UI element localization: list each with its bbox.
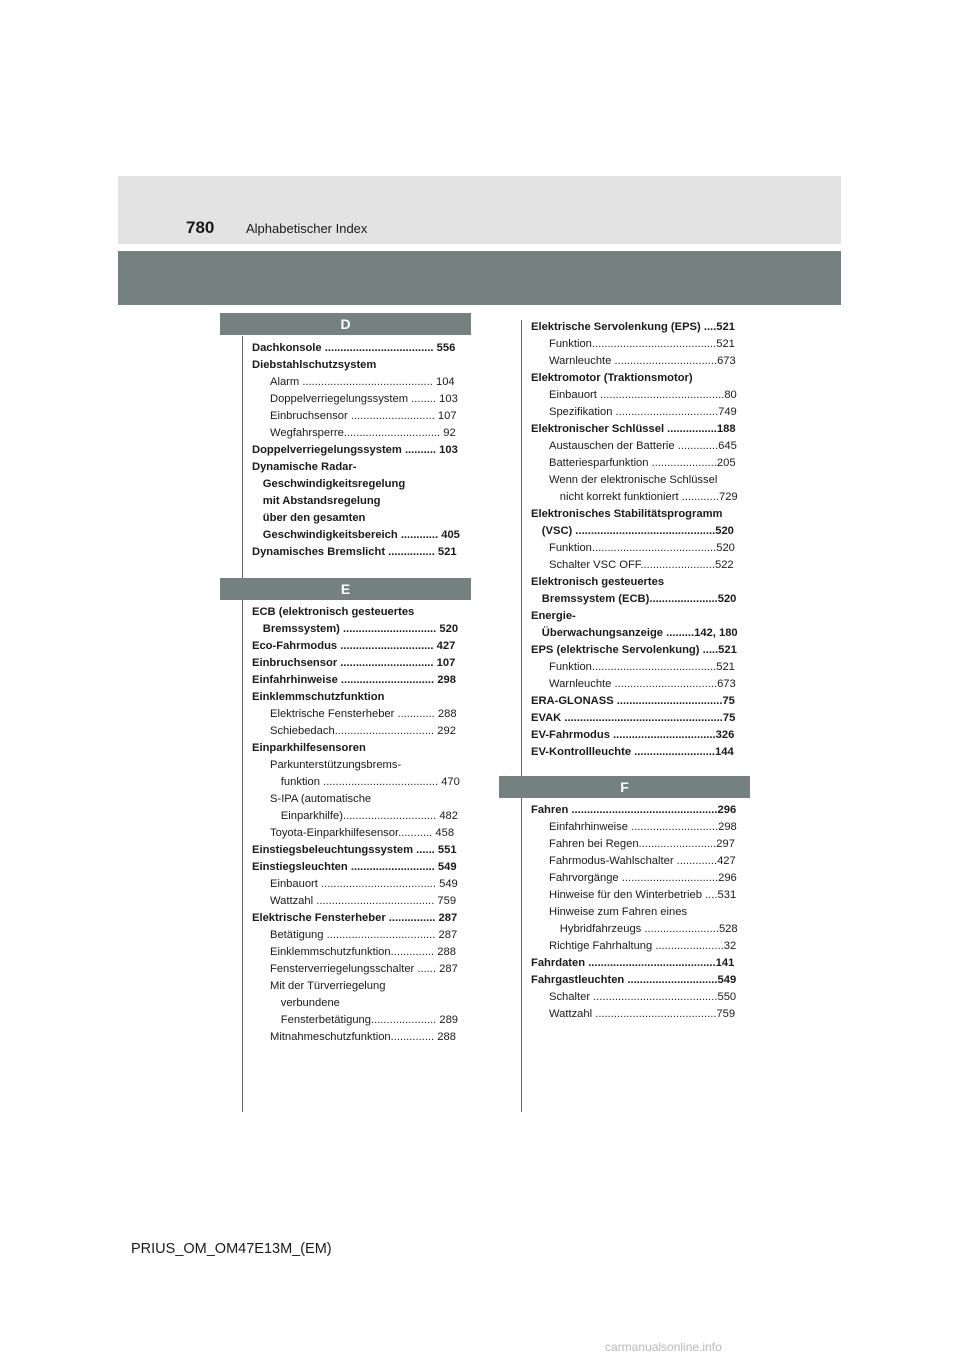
index-entry: Einparkhilfesensoren [252, 742, 366, 754]
index-entry: Wattzahl .......................................759 [549, 1008, 736, 1020]
section-header-d: D [220, 313, 471, 335]
section-header-f: F [499, 776, 750, 798]
index-entry: Dynamische Radar- [252, 461, 357, 473]
page-number: 780 [186, 218, 215, 237]
index-entry: Hybridfahrzeugs ........................528 [559, 923, 738, 935]
index-entry: Schiebedach................................ 292 [270, 725, 456, 737]
index-entry: (VSC) .............................................520 [541, 525, 734, 537]
index-entry: funktion ..................................... 470 [280, 776, 460, 788]
index-entry: Alarm .......................................... 104 [270, 376, 455, 388]
index-entry: Elektronischer Schlüssel ................188 [531, 423, 736, 435]
index-entry: mit Abstandsregelung [262, 495, 381, 507]
index-entry: über den gesamten [262, 512, 366, 524]
index-entry: Funktion........................................521 [549, 661, 735, 673]
index-entry: Fahren ...............................................296 [531, 804, 737, 816]
left-column-rule [242, 336, 243, 1112]
index-entry: Bremssystem) .............................. 520 [262, 623, 459, 635]
index-entry: EVAK ...................................................75 [531, 712, 736, 724]
index-entry: Mit der Türverriegelung [270, 980, 386, 992]
index-entry: Wattzahl ...................................... 759 [270, 895, 457, 907]
header-band [118, 176, 841, 244]
section-banner [118, 251, 841, 305]
index-entry: Einfahrhinweise ............................298 [549, 821, 737, 833]
index-entry: Schalter ........................................550 [549, 991, 737, 1003]
index-entry: Einbauort ..................................... 549 [270, 878, 458, 890]
index-entry: Fahrgastleuchten .............................549 [531, 974, 737, 986]
index-entry: Warnleuchte .................................673 [549, 678, 736, 690]
index-entry: Batteriesparfunktion .....................205 [549, 457, 736, 469]
index-entry: Dynamisches Bremslicht ............... 521 [252, 546, 457, 558]
index-entry: EV-Fahrmodus .................................326 [531, 729, 735, 741]
index-entry: Elektronisches Stabilitätsprogramm [531, 508, 723, 520]
index-entry: Elektrische Fensterheber ............... 287 [252, 912, 458, 924]
index-entry: Doppelverriegelungssystem ........ 103 [270, 393, 458, 405]
index-entry: Warnleuchte .................................673 [549, 355, 736, 367]
index-entry: Einklemmschutzfunktion.............. 288 [270, 946, 456, 958]
index-entry: Einbruchsensor .............................. 107 [252, 657, 456, 669]
index-entry: Einparkhilfe).............................. 482 [280, 810, 458, 822]
index-entry: Energie- [531, 610, 576, 622]
index-entry: Einbauort ........................................80 [549, 389, 737, 401]
index-entry: Schalter VSC OFF........................522 [549, 559, 734, 571]
index-entry: Fahrvorgänge ...............................296 [549, 872, 737, 884]
index-entry: Hinweise für den Winterbetrieb ....531 [549, 889, 737, 901]
index-entry: Überwachungsanzeige .........142, 180 [541, 627, 738, 639]
index-entry: Einstiegsbeleuchtungssystem ...... 551 [252, 844, 457, 856]
index-entry: Richtige Fahrhaltung ......................32 [549, 940, 737, 952]
index-entry: Geschwindigkeitsbereich ............ 405 [262, 529, 460, 541]
index-entry: Elektronisch gesteuertes [531, 576, 665, 588]
index-entry: EV-Kontrollleuchte ..........................144 [531, 746, 734, 758]
index-entry: ECB (elektronisch gesteuertes [252, 606, 415, 618]
index-entry: Fahrmodus-Wahlschalter .............427 [549, 855, 736, 867]
index-entry: Wenn der elektronische Schlüssel [549, 474, 718, 486]
index-entry: Parkunterstützungsbrems- [270, 759, 402, 771]
index-entry: Funktion........................................521 [549, 338, 735, 350]
index-entry: Einstiegsleuchten ........................... 549 [252, 861, 457, 873]
index-entry: ERA-GLONASS ..................................75 [531, 695, 735, 707]
index-entry: S-IPA (automatische [270, 793, 372, 805]
index-entry: Fahren bei Regen.........................297 [549, 838, 735, 850]
index-entry: Bremssystem (ECB)......................520 [541, 593, 737, 605]
index-entry: Austauschen der Batterie .............645 [549, 440, 737, 452]
index-entry: Einfahrhinweise .............................. 298 [252, 674, 456, 686]
document-id: PRIUS_OM_OM47E13M_(EM) [131, 1241, 332, 1257]
index-entry: Geschwindigkeitsregelung [262, 478, 406, 490]
index-entry: Diebstahlschutzsystem [252, 359, 377, 371]
right-column-rule [521, 320, 522, 1112]
index-entry: Elektrische Servolenkung (EPS) ....521 [531, 321, 735, 333]
index-entry: Einbruchsensor ........................... 107 [270, 410, 457, 422]
section-header-e: E [220, 578, 471, 600]
index-entry: Toyota-Einparkhilfesensor........... 458 [270, 827, 455, 839]
index-entry: Einklemmschutzfunktion [252, 691, 385, 703]
index-entry: Dachkonsole ................................... 556 [252, 342, 456, 354]
index-entry: Betätigung ................................... 287 [270, 929, 458, 941]
index-entry: Elektromotor (Traktionsmotor) [531, 372, 693, 384]
index-entry: Mitnahmeschutzfunktion.............. 288 [270, 1031, 456, 1043]
watermark: carmanualsonline.info [605, 1340, 722, 1354]
index-entry: EPS (elektrische Servolenkung) .....521 [531, 644, 737, 656]
index-entry: Funktion........................................520 [549, 542, 735, 554]
index-entry: Doppelverriegelungssystem .......... 103 [252, 444, 458, 456]
index-entry: Wegfahrsperre............................... 92 [270, 427, 456, 439]
index-entry: Eco-Fahrmodus .............................. 427 [252, 640, 456, 652]
index-entry: Spezifikation .................................749 [549, 406, 737, 418]
index-entry: Elektrische Fensterheber ............ 288 [270, 708, 457, 720]
index-entry: Hinweise zum Fahren eines [549, 906, 688, 918]
index-entry: Fensterbetätigung..................... 289 [280, 1014, 459, 1026]
page-title: Alphabetischer Index [246, 221, 368, 236]
index-entry: verbundene [280, 997, 340, 1009]
index-entry: Fahrdaten .........................................141 [531, 957, 735, 969]
index-entry: nicht korrekt funktioniert ............729 [559, 491, 738, 503]
index-entry: Fensterverriegelungsschalter ...... 287 [270, 963, 458, 975]
